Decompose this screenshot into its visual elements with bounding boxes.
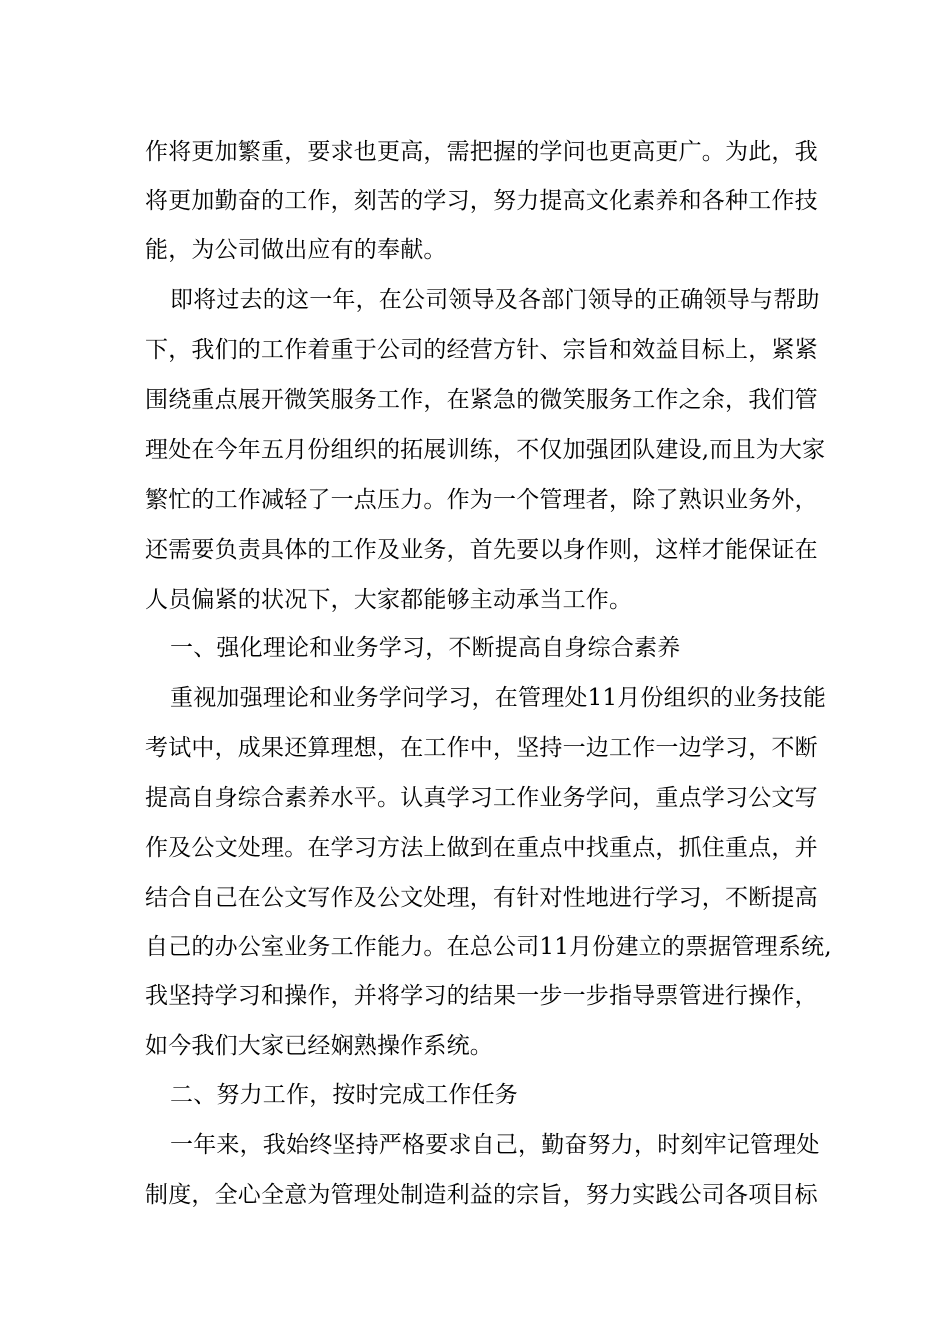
body-text-line: 自己的办公室业务工作能力。在总公司11月份建立的票据管理系统, bbox=[145, 934, 832, 960]
section-heading: 一、强化理论和业务学习，不断提高自身综合素养 bbox=[170, 635, 681, 661]
body-text-line: 围绕重点展开微笑服务工作，在紧急的微笑服务工作之余，我们管 bbox=[145, 387, 818, 413]
paragraph-first-line: 即将过去的这一年，在公司领导及各部门领导的正确领导与帮助 bbox=[170, 287, 820, 313]
body-text-line: 结合自己在公文写作及公文处理，有针对性地进行学习，不断提高 bbox=[145, 885, 818, 911]
body-text-line: 制度，全心全意为管理处制造利益的宗旨，努力实践公司各项目标 bbox=[145, 1182, 818, 1208]
body-text-line: 将更加勤奋的工作，刻苦的学习，努力提高文化素养和各种工作技 bbox=[145, 188, 818, 214]
body-text-line: 提高自身综合素养水平。认真学习工作业务学问，重点学习公文写 bbox=[145, 785, 818, 811]
paragraph-first-line: 一年来，我始终坚持严格要求自己，勤奋努力，时刻牢记管理处 bbox=[170, 1132, 820, 1158]
body-text-line: 作将更加繁重，要求也更高，需把握的学问也更高更广。为此，我 bbox=[145, 139, 818, 165]
body-text-line: 能，为公司做出应有的奉献。 bbox=[145, 237, 447, 263]
body-text-line: 如今我们大家已经娴熟操作系统。 bbox=[145, 1033, 493, 1059]
body-text-line: 理处在今年五月份组织的拓展训练，不仅加强团队建设,而且为大家 bbox=[145, 437, 826, 463]
body-text-line: 还需要负责具体的工作及业务，首先要以身作则，这样才能保证在 bbox=[145, 537, 818, 563]
body-text-line: 繁忙的工作减轻了一点压力。作为一个管理者，除了熟识业务外， bbox=[145, 487, 818, 513]
paragraph-first-line: 重视加强理论和业务学问学习，在管理处11月份组织的业务技能 bbox=[170, 685, 827, 711]
body-text-line: 作及公文处理。在学习方法上做到在重点中找重点，抓住重点，并 bbox=[145, 835, 818, 861]
body-text-line: 下，我们的工作着重于公司的经营方针、宗旨和效益目标上，紧紧 bbox=[145, 337, 818, 363]
section-heading: 二、努力工作，按时完成工作任务 bbox=[170, 1082, 518, 1108]
body-text-line: 人员偏紧的状况下，大家都能够主动承当工作。 bbox=[145, 587, 633, 613]
body-text-line: 我坚持学习和操作，并将学习的结果一步一步指导票管进行操作， bbox=[145, 983, 818, 1009]
body-text-line: 考试中，成果还算理想，在工作中，坚持一边工作一边学习，不断 bbox=[145, 735, 818, 761]
